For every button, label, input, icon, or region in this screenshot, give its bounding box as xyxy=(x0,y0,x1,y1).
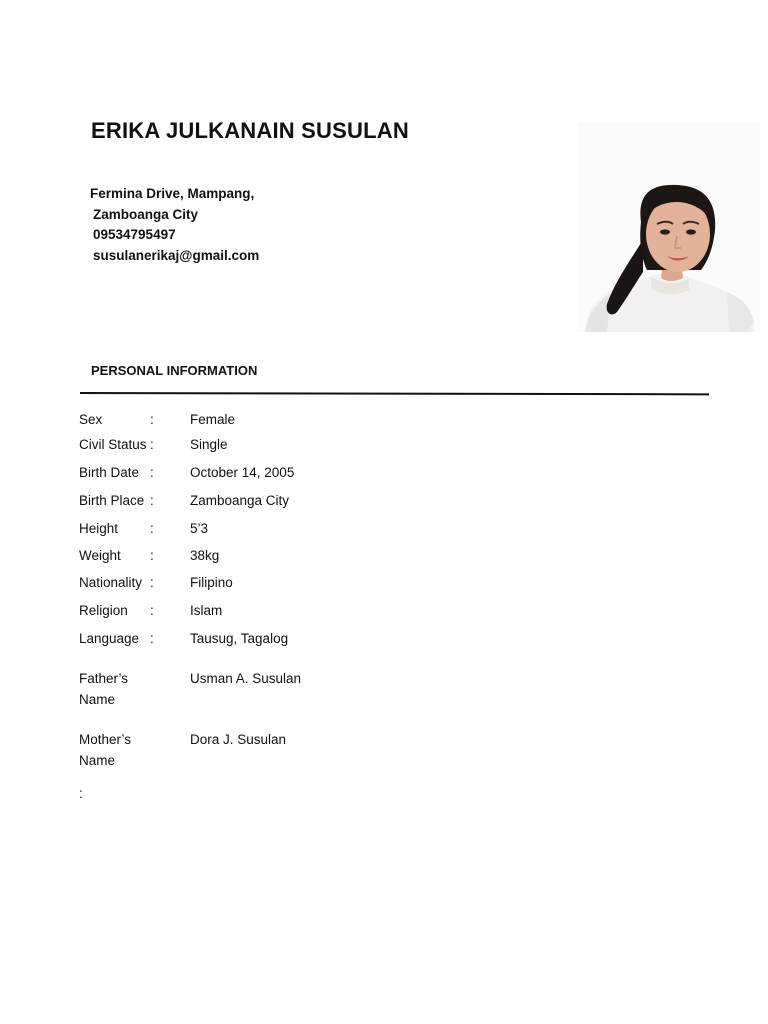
colon-language: : xyxy=(150,631,154,646)
colon-nationality: : xyxy=(150,575,154,590)
colon-weight: : xyxy=(150,548,154,563)
value-birth-date: October 14, 2005 xyxy=(190,465,295,480)
label-birth-place: Birth Place xyxy=(79,493,145,508)
contact-block xyxy=(90,184,259,266)
label-nationality: Nationality xyxy=(79,575,143,590)
value-mothers-name: Dora J. Susulan xyxy=(190,732,287,747)
colon-birth-place: : xyxy=(150,493,154,508)
label-mothers-name: Mother’s Name xyxy=(79,732,132,768)
applicant-name: ERIKA JULKANAIN SUSULAN xyxy=(91,118,409,143)
profile-photo xyxy=(577,122,760,332)
colon-civil-status: : xyxy=(150,437,154,452)
colon-religion: : xyxy=(150,603,154,618)
value-fathers-name: Usman A. Susulan xyxy=(190,671,302,686)
section-divider xyxy=(80,392,709,395)
value-nationality: Filipino xyxy=(190,575,233,590)
value-religion: Islam xyxy=(190,603,223,618)
section-title-personal-information: PERSONAL INFORMATION xyxy=(91,363,258,378)
email-address: susulanerikaj@gmail.com xyxy=(93,247,260,263)
value-sex: Female xyxy=(190,412,236,427)
label-height: Height xyxy=(79,521,119,536)
trailing-colon: : xyxy=(79,786,83,801)
value-weight: 38kg xyxy=(190,548,220,563)
address-line-2: Zamboanga City xyxy=(93,206,199,222)
value-language: Tausug, Tagalog xyxy=(190,631,289,646)
label-civil-status: Civil Status xyxy=(79,437,147,452)
label-sex: Sex xyxy=(79,412,103,427)
value-height: 5’3 xyxy=(190,521,209,536)
label-language: Language xyxy=(79,631,140,646)
label-weight: Weight xyxy=(79,548,121,563)
colon-sex: : xyxy=(150,412,154,427)
label-fathers-name: Father’s Name xyxy=(79,671,129,707)
value-civil-status: Single xyxy=(190,437,228,452)
label-birth-date: Birth Date xyxy=(79,465,140,480)
colon-height: : xyxy=(150,521,154,536)
colon-birth-date: : xyxy=(150,465,154,480)
phone-number: 09534795497 xyxy=(93,227,176,242)
address-line-1: Fermina Drive, Mampang, xyxy=(90,186,255,201)
label-religion: Religion xyxy=(79,603,128,618)
value-birth-place: Zamboanga City xyxy=(190,493,290,508)
